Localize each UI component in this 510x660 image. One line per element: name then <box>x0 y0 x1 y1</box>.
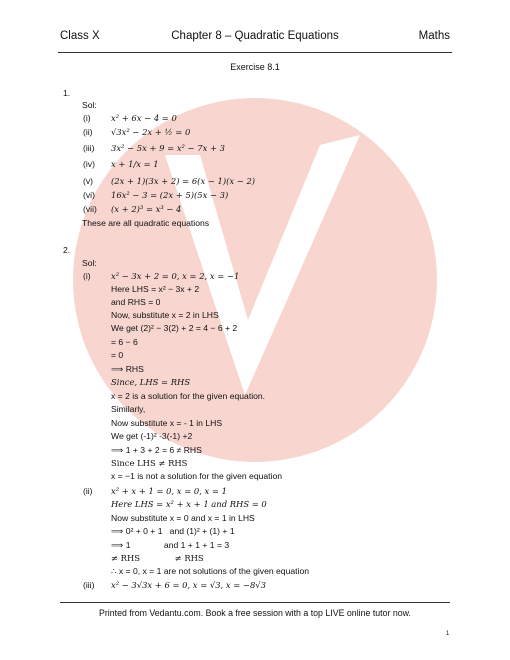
equation: x² − 3x + 2 = 0, x = 2, x = −1 <box>111 271 240 281</box>
solution-line: ⟹ RHS <box>111 364 144 374</box>
item-label: (iii) <box>83 580 95 590</box>
item-label: (v) <box>83 176 94 186</box>
header-subject: Maths <box>418 30 450 42</box>
solution-line: x = 2 is a solution for the given equation. <box>111 391 266 401</box>
solution-line: We get (-1)² -3(-1) +2 <box>111 431 193 441</box>
solution-line: ⟹ 1 + 3 + 2 = 6 ≠ RHS <box>111 445 202 455</box>
solution-line: Now substitute x = - 1 in LHS <box>111 418 223 428</box>
item-label: (ii) <box>83 486 93 496</box>
equation: √3x² − 2x + ½ = 0 <box>111 127 191 137</box>
solution-line: We get (2)² − 3(2) + 2 = 4 − 6 + 2 <box>111 323 238 333</box>
question-number-1: 1. <box>63 88 71 98</box>
solution-line: and RHS = 0 <box>111 297 161 307</box>
equation: 3x² − 5x + 9 = x² − 7x + 3 <box>111 143 225 153</box>
footer-divider <box>60 602 450 603</box>
equation: x² − 3√3x + 6 = 0, x = √3, x = −8√3 <box>111 580 266 590</box>
question-number-2: 2. <box>63 245 71 255</box>
header-class: Class X <box>60 30 100 42</box>
item-label: (ii) <box>83 127 93 137</box>
solution-line: Here LHS = x² + x + 1 and RHS = 0 <box>111 499 267 509</box>
item-label: (i) <box>83 113 91 123</box>
solution-line: ≠ RHS ≠ RHS <box>111 553 204 563</box>
item-label: (vii) <box>83 204 97 214</box>
solution-line: Since LHS ≠ RHS <box>111 458 188 468</box>
conclusion-text: These are all quadratic equations <box>82 218 210 228</box>
equation: x² + x + 1 = 0, x = 0, x = 1 <box>111 486 227 496</box>
item-label: (vi) <box>83 190 95 200</box>
footer-text: Printed from Vedantu.com. Book a free session with a top LIVE online tutor now. <box>99 608 411 618</box>
sol-label: Sol: <box>82 100 97 110</box>
header-chapter: Chapter 8 – Quadratic Equations <box>171 30 339 42</box>
equation: (x + 2)³ = x³ − 4 <box>111 204 182 214</box>
solution-line: Since, LHS = RHS <box>111 377 191 387</box>
exercise-title: Exercise 8.1 <box>230 62 280 72</box>
solution-line: ∴ x = 0, x = 1 are not solutions of the given equation <box>111 566 310 576</box>
solution-line: ⟹ 0² + 0 + 1 and (1)² + (1) + 1 <box>111 526 235 536</box>
solution-line: = 0 <box>111 350 124 360</box>
item-label: (iv) <box>83 159 95 169</box>
page-number: 1 <box>446 631 450 637</box>
sol-label: Sol: <box>82 258 97 268</box>
solution-line: x = −1 is not a solution for the given equation <box>111 471 283 481</box>
equation: x² + 6x − 4 = 0 <box>111 113 177 123</box>
solution-line: Now substitute x = 0 and x = 1 in LHS <box>111 513 255 523</box>
item-label: (i) <box>83 271 91 281</box>
equation: x + 1/x = 1 <box>111 159 159 169</box>
solution-line: Similarly, <box>111 404 146 414</box>
equation: (2x + 1)(3x + 2) = 6(x − 1)(x − 2) <box>111 176 256 186</box>
item-label: (iii) <box>83 143 95 153</box>
solution-line: ⟹ 1 and 1 + 1 + 1 = 3 <box>111 540 230 550</box>
solution-line: Now, substitute x = 2 in LHS <box>111 310 219 320</box>
equation: 16x² − 3 = (2x + 5)(5x − 3) <box>111 190 229 200</box>
solution-line: Here LHS = x² − 3x + 2 <box>111 284 200 294</box>
solution-line: = 6 − 6 <box>111 337 138 347</box>
